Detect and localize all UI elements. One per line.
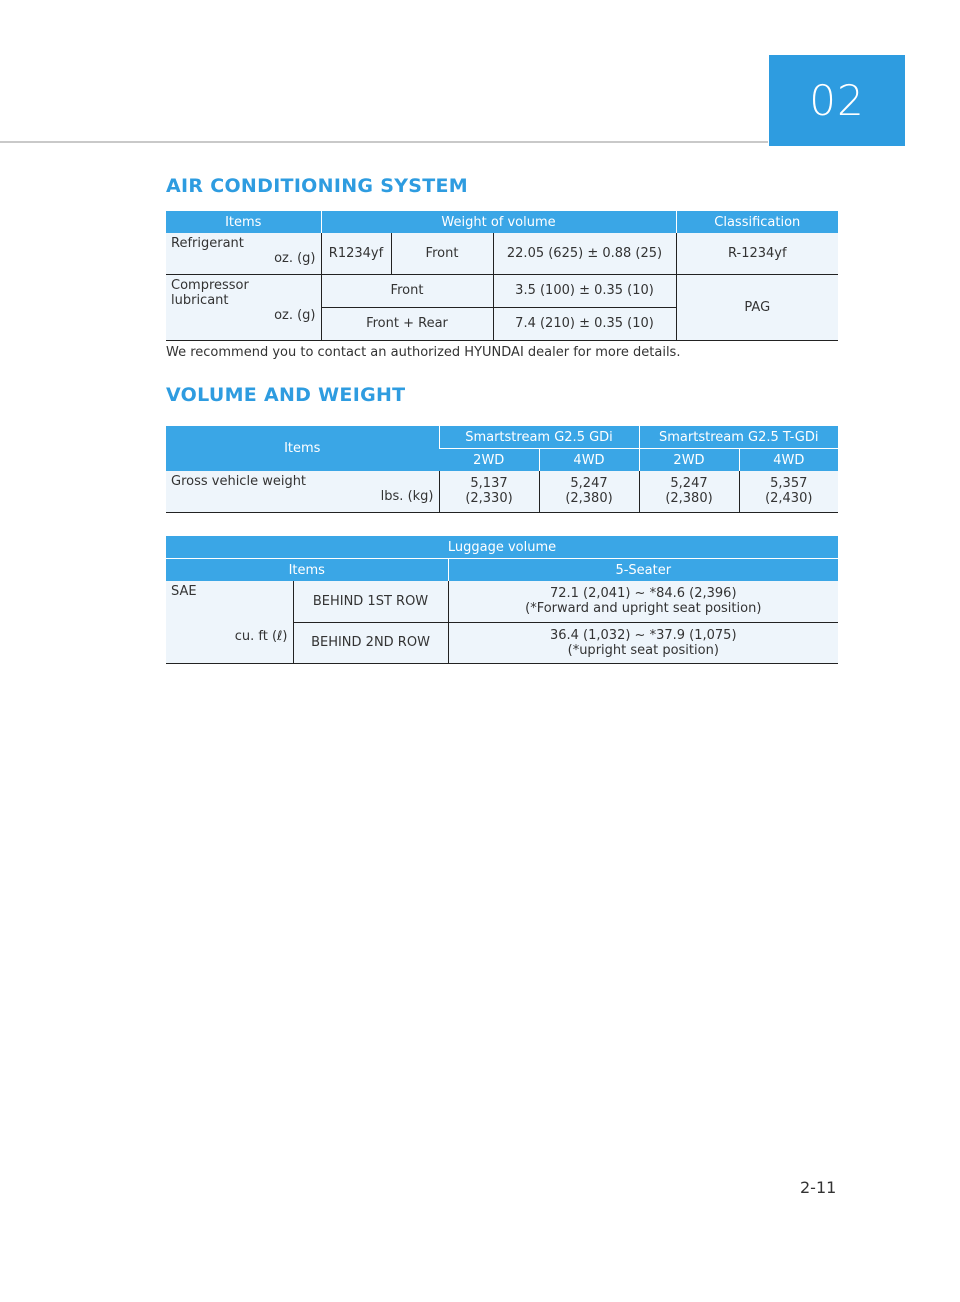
lubricant-value: 7.4 (210) ± 0.35 (10) xyxy=(493,307,676,340)
value-line: 36.4 (1,032) ~ *37.9 (1,075) xyxy=(549,627,737,643)
luggage-row-value xyxy=(448,622,838,663)
luggage-header-items: Items xyxy=(166,559,448,582)
drive-header: 4WD xyxy=(539,449,639,472)
vw-section-title: VOLUME AND WEIGHT xyxy=(166,384,406,406)
gross-weight-table xyxy=(166,426,838,513)
table-row xyxy=(166,471,838,512)
lubricant-label-cell xyxy=(166,274,321,340)
gross-weight-value xyxy=(639,471,739,512)
value-line: (*Forward and upright seat position) xyxy=(525,601,762,617)
luggage-label-cell xyxy=(166,581,293,663)
lubricant-classification: PAG xyxy=(676,274,838,340)
chapter-tab: 02 xyxy=(769,55,905,146)
luggage-row-value xyxy=(448,581,838,622)
table-row xyxy=(166,581,838,622)
luggage-row-name: BEHIND 2ND ROW xyxy=(293,622,448,663)
vw-header-items: Items xyxy=(166,426,439,471)
table-row xyxy=(166,233,838,274)
lubricant-label-line1: Compressor xyxy=(171,277,249,293)
page-number: 2-11 xyxy=(800,1178,837,1197)
value-kg: (2,330) xyxy=(465,491,513,507)
vw-header-row xyxy=(166,426,838,449)
value-kg: (2,380) xyxy=(565,491,613,507)
refrigerant-classification: R-1234yf xyxy=(676,233,838,274)
refrigerant-label-cell xyxy=(166,233,321,274)
gross-weight-value xyxy=(439,471,539,512)
header-rule xyxy=(0,141,768,143)
lubricant-unit: oz. (g) xyxy=(274,307,316,323)
value-lbs: 5,247 xyxy=(570,476,608,492)
refrigerant-value: 22.05 (625) ± 0.88 (25) xyxy=(493,233,676,274)
luggage-table xyxy=(166,536,838,664)
value-lbs: 5,247 xyxy=(670,476,708,492)
value-lbs: 5,357 xyxy=(770,476,808,492)
lubricant-label-line2: lubricant xyxy=(171,292,229,308)
lubricant-position: Front xyxy=(321,274,493,307)
drive-header: 2WD xyxy=(439,449,539,472)
gross-weight-value xyxy=(539,471,639,512)
ac-header-classification: Classification xyxy=(676,211,838,233)
value-lbs: 5,137 xyxy=(470,476,508,492)
table-row xyxy=(166,274,838,307)
ac-header-weight: Weight of volume xyxy=(321,211,676,233)
refrigerant-position: Front xyxy=(391,233,493,274)
lubricant-value: 3.5 (100) ± 0.35 (10) xyxy=(493,274,676,307)
ac-header-items: Items xyxy=(166,211,321,233)
ac-section-title: AIR CONDITIONING SYSTEM xyxy=(166,175,468,197)
drive-header: 2WD xyxy=(639,449,739,472)
refrigerant-type: R1234yf xyxy=(321,233,391,274)
luggage-title: Luggage volume xyxy=(166,536,838,559)
drive-header: 4WD xyxy=(739,449,838,472)
luggage-label: SAE xyxy=(171,584,197,599)
gross-weight-value xyxy=(739,471,838,512)
gross-weight-unit: lbs. (kg) xyxy=(380,489,434,504)
ac-header-row xyxy=(166,211,838,233)
value-kg: (2,430) xyxy=(765,491,813,507)
value-line: 72.1 (2,041) ~ *84.6 (2,396) xyxy=(549,586,737,602)
luggage-title-row xyxy=(166,536,838,559)
refrigerant-label: Refrigerant xyxy=(171,236,244,251)
luggage-unit: cu. ft (ℓ) xyxy=(234,629,288,644)
gross-weight-label: Gross vehicle weight xyxy=(171,474,307,489)
ac-table xyxy=(166,211,838,341)
value-kg: (2,380) xyxy=(665,491,713,507)
lubricant-position: Front + Rear xyxy=(321,307,493,340)
ac-note: We recommend you to contact an authorized HYUNDAI dealer for more details. xyxy=(166,345,681,360)
engine-header-tgdi: Smartstream G2.5 T-GDi xyxy=(639,426,838,449)
engine-header-gdi: Smartstream G2.5 GDi xyxy=(439,426,639,449)
refrigerant-unit: oz. (g) xyxy=(274,251,316,266)
gross-weight-label-cell xyxy=(166,471,439,512)
luggage-header-row xyxy=(166,559,838,582)
luggage-row-name: BEHIND 1ST ROW xyxy=(293,581,448,622)
luggage-header-seater: 5-Seater xyxy=(448,559,838,582)
value-line: (*upright seat position) xyxy=(567,642,719,658)
